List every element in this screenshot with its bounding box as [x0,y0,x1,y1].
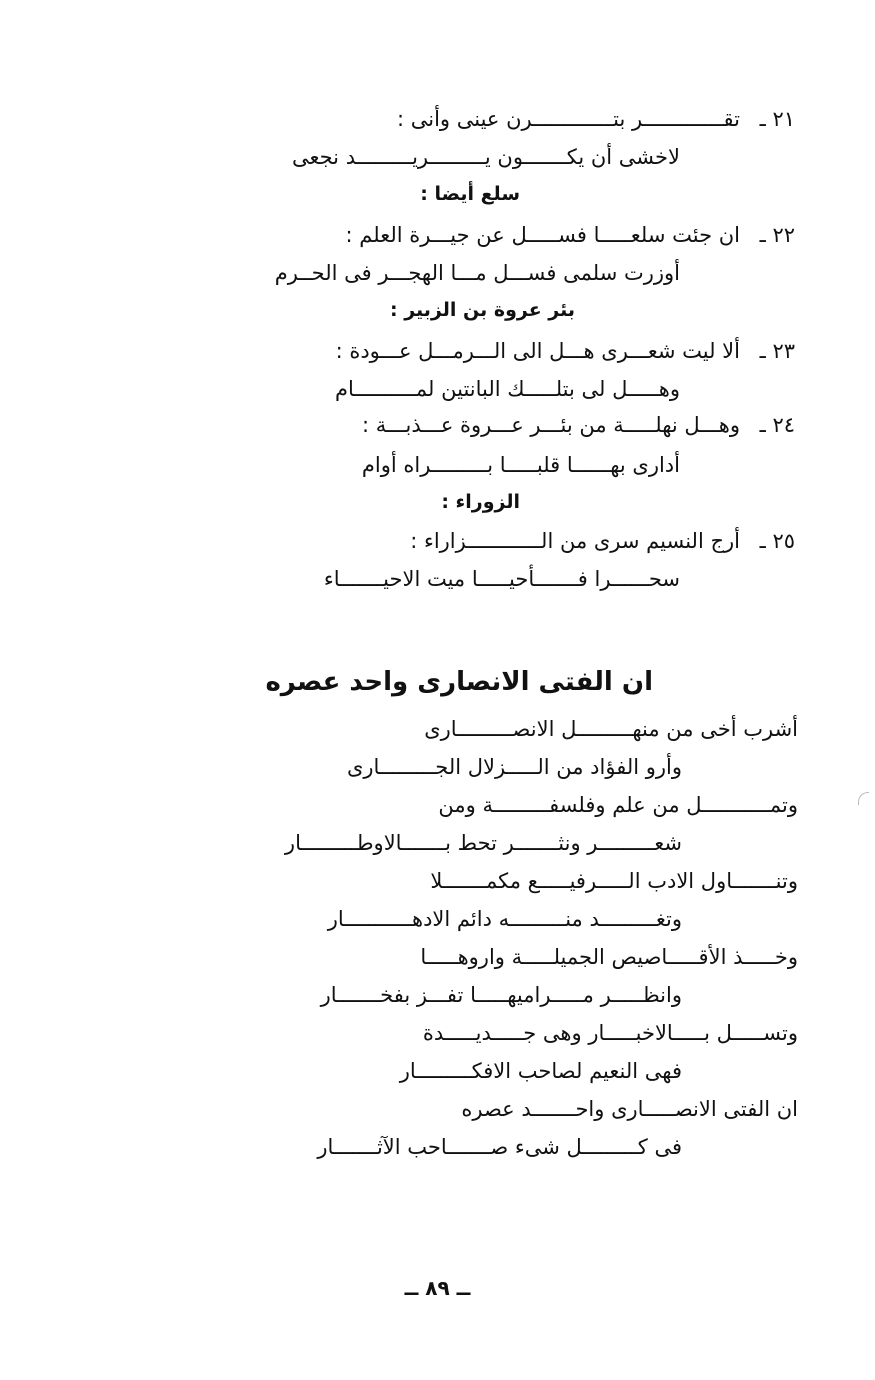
verse-24-number: ٢٤ ـ [759,413,795,437]
section-heading-urwa-well: بئر عروة بن الزبير : [390,299,575,321]
scan-mark [858,792,869,805]
verse-21-number: ٢١ ـ [759,107,795,131]
poem-line-9: وتســـــل بـــــالاخبـــــار وهى جـــــديـــــدة [422,1021,798,1045]
verse-22-number: ٢٢ ـ [759,223,795,247]
verse-24-second-hemistich: أدارى بهــــــا قلبـــــا بـــــــــراه أوام [361,453,680,477]
verse-25-number: ٢٥ ـ [759,529,795,553]
poem-line-5: وتنـــــــاول الادب الـــــرفيـــــع مكمـــــــلا [430,869,798,893]
verse-23-first-hemistich: ألا ليت شعـــرى هـــل الى الـــرمـــل عـــودة : [335,339,740,363]
verse-23-second-hemistich: وهـــــل لى بتلـــــك البانتين لمــــــــــام [334,377,680,401]
verse-25-first-hemistich: أرج النسيم سرى من الــــــــــــزاراء : [410,529,740,553]
page-number: ــ ٨٩ ــ [404,1276,471,1300]
poem-line-1: أشرب أخى من منهـــــــــل الانصـــــــــارى [424,717,798,741]
verse-21-first-hemistich: تقـــــــــــــر بتـــــــــــــرن عينى وأنى : [396,107,740,131]
verse-22-first-hemistich: ان جئت سلعـــــا فســـــل عن جيـــرة العلم : [345,223,740,247]
section-heading-zawraa: الزوراء : [441,491,520,513]
poem-line-6: وتغـــــــــد منـــــــــه دائم الادهـــــــــــار [327,907,682,931]
poem-line-10: فهى النعيم لصاحب الافكـــــــــار [399,1059,682,1083]
poem-line-12: فى كـــــــــل شىء صـــــــاحب الآثـــــــار [317,1135,682,1159]
poem-line-2: وأرو الفؤاد من الـــــزلال الجـــــــــارى [346,755,682,779]
poem-line-11: ان الفتى الانصـــــارى واحـــــــد عصره [461,1097,798,1121]
section-heading-sala-again: سلع أيضا : [420,183,520,205]
poem-line-4: شعـــــــــر ونثـــــــر تحط بـــــــالاوطـــــــــار [284,831,682,855]
verse-24-first-hemistich: وهـــل نهلـــــة من بئـــر عـــروة عـــذبـــة : [362,413,740,437]
poem-line-8: وانظـــــر مـــــراميهـــــا تفـــز بفخـــــــار [320,983,682,1007]
poem-line-7: وخـــــذ الأقـــــاصيص الجميلـــــة واروهـــــا [420,945,798,969]
verse-21-second-hemistich: لاخشى أن يكـــــــون يـــــــــريـــــــــد نجعى [291,145,680,169]
verse-25-second-hemistich: سحــــــرا فـــــــأحيـــــا ميت الاحيـــــــاء [323,567,680,591]
poem-line-3: وتمـــــــــــل من علم وفلسفـــــــــة ومن [438,793,798,817]
verse-22-second-hemistich: أوزرت سلمى فســـل مـــا الهجـــر فى الحــرم [274,261,680,285]
verse-23-number: ٢٣ ـ [759,339,795,363]
poem-title: ان الفتى الانصارى واحد عصره [265,667,653,697]
